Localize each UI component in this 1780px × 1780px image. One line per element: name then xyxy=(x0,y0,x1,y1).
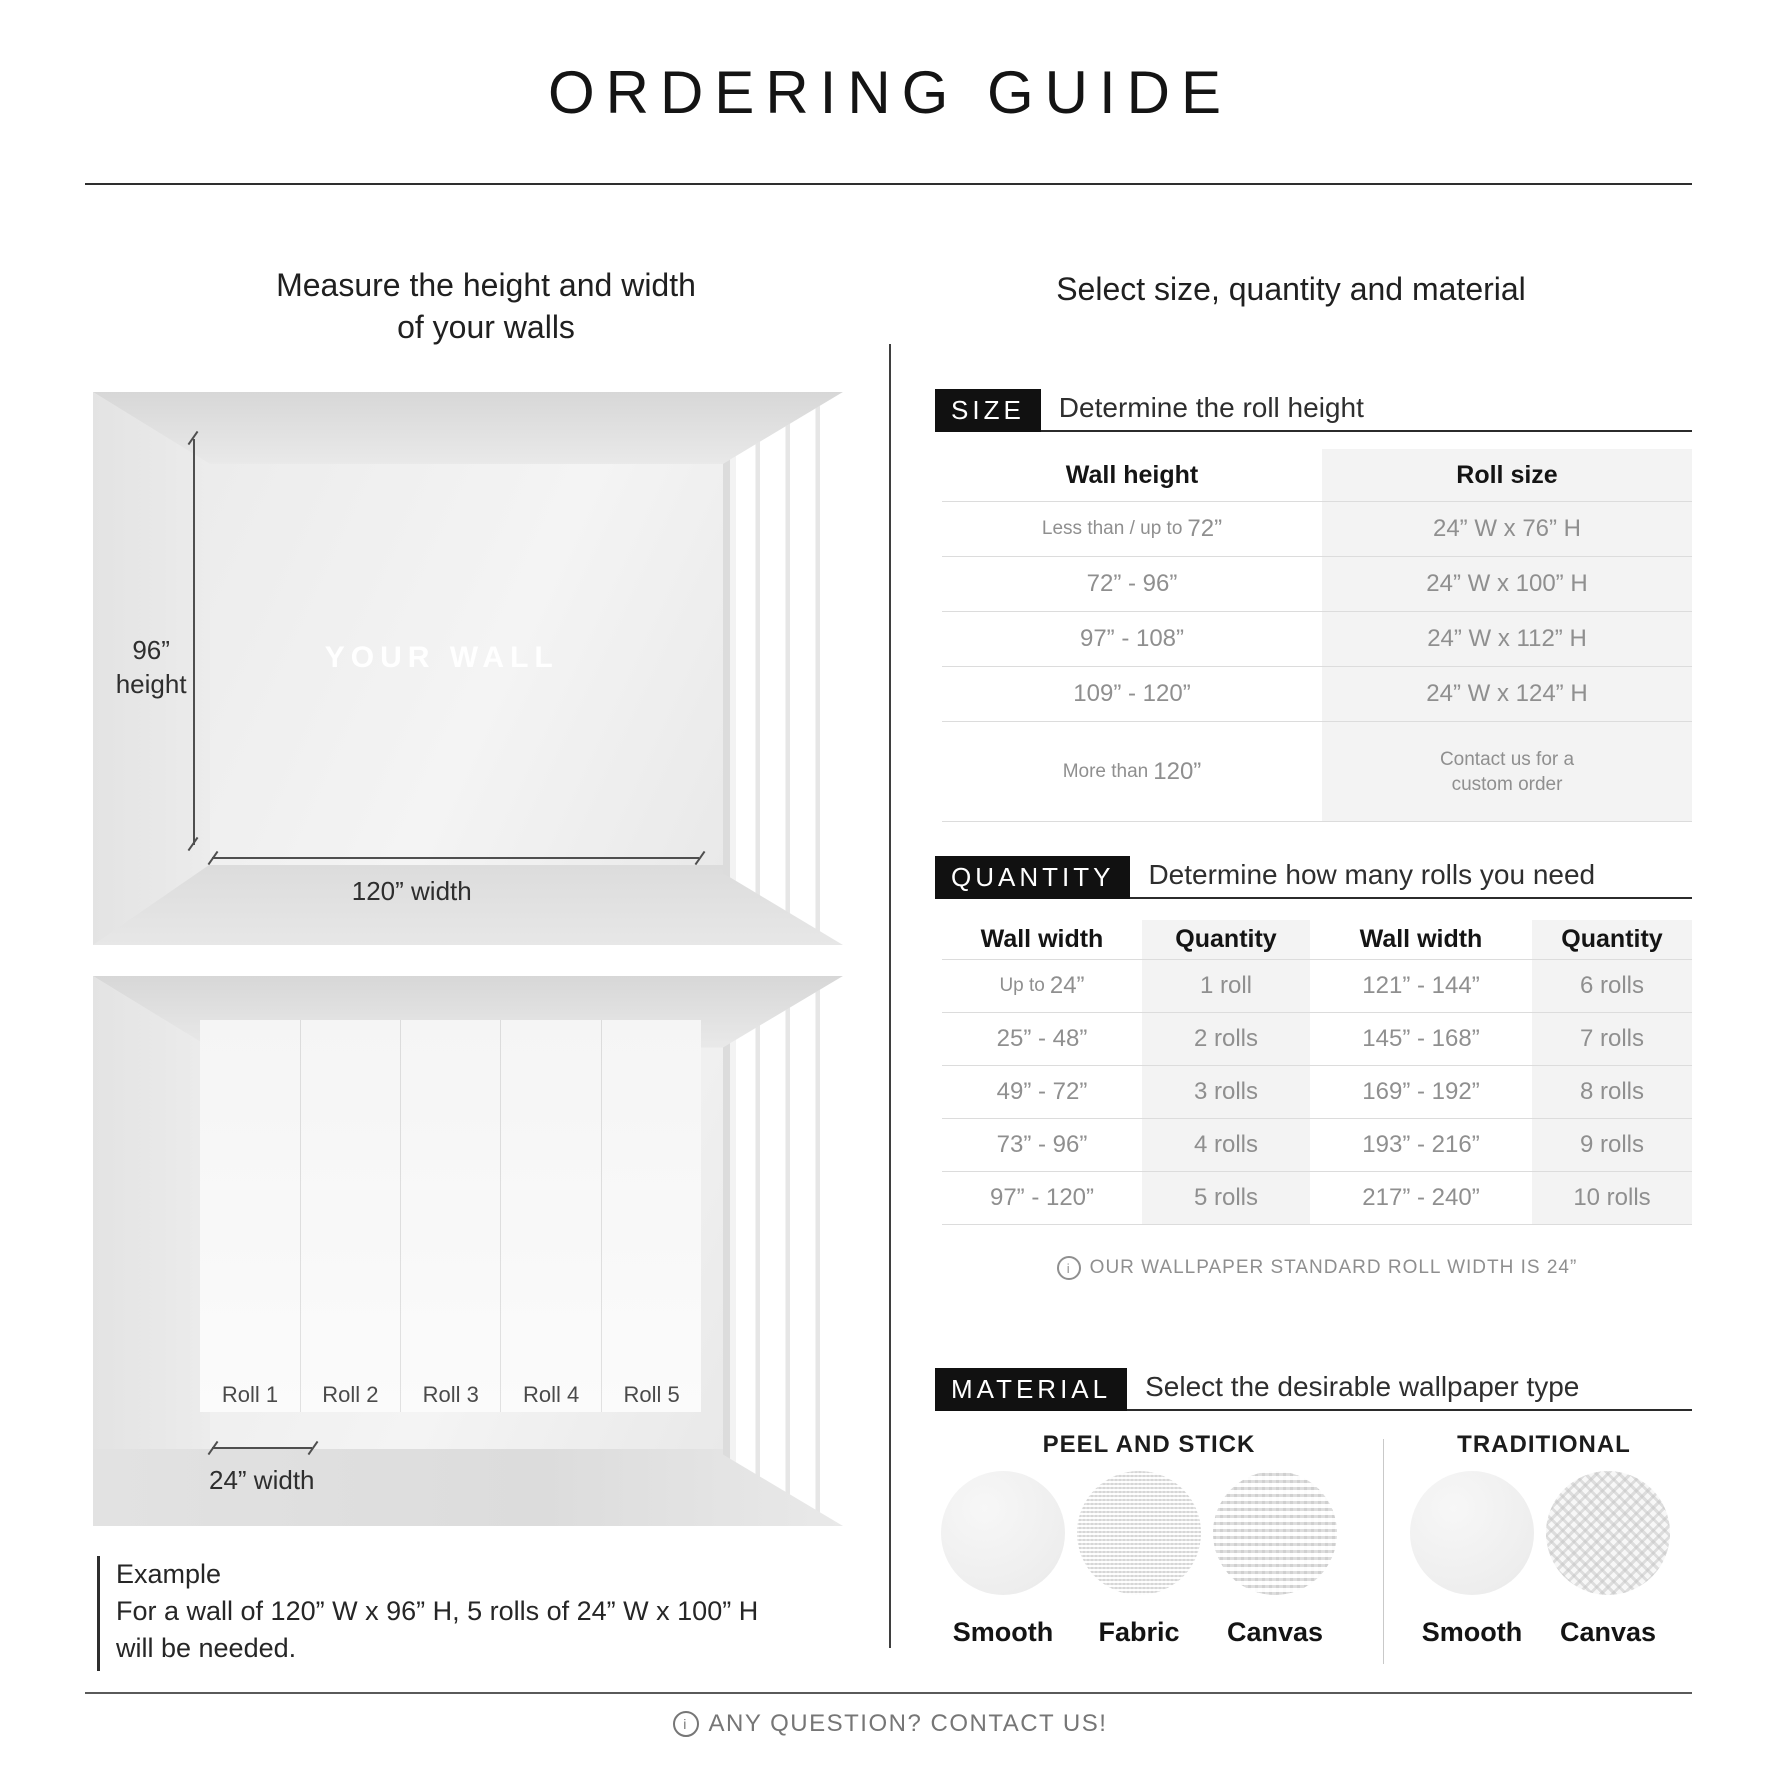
roll-strip xyxy=(401,1020,501,1412)
column-header-quantity: Quantity xyxy=(1532,920,1692,959)
size-section xyxy=(935,389,1692,822)
footer xyxy=(0,1710,1780,1738)
table-cell-wall-width: 193” - 216” xyxy=(1310,1118,1532,1171)
room-window xyxy=(723,392,843,945)
table-cell-wall-width: 121” - 144” xyxy=(1310,959,1532,1012)
rolls-layout-image xyxy=(93,976,843,1526)
quantity-section xyxy=(935,856,1692,1280)
info-icon: i xyxy=(1057,1256,1081,1280)
roll-label: Roll 5 xyxy=(623,1382,680,1408)
roll-strip xyxy=(301,1020,401,1412)
table-cell-wall-height: 97” - 108” xyxy=(942,611,1322,666)
example-title: Example xyxy=(116,1559,222,1589)
column-header-wall-height: Wall height xyxy=(1065,460,1199,489)
swatch-label: Canvas xyxy=(1559,1617,1657,1647)
roll-label: Roll 3 xyxy=(422,1382,479,1408)
table-cell-wall-width: Up to 24” xyxy=(942,959,1142,1012)
table-cell-wall-width: 49” - 72” xyxy=(942,1065,1142,1118)
table-cell-quantity: 3 rolls xyxy=(1142,1065,1310,1118)
material-group-divider xyxy=(1383,1439,1384,1664)
roll-strip xyxy=(200,1020,300,1412)
room-left-wall xyxy=(93,976,210,1526)
swatch-label: Canvas xyxy=(1226,1617,1324,1647)
table-cell-quantity: 7 rolls xyxy=(1532,1012,1692,1065)
table-cell-roll-size: 24” W x 124” H xyxy=(1322,666,1692,721)
page-title: ORDERING GUIDE xyxy=(547,59,1233,126)
roll-strip xyxy=(501,1020,601,1412)
swatch-label: Smooth xyxy=(1421,1617,1523,1647)
material-section xyxy=(935,1368,1692,1664)
table-cell-wall-width: 73” - 96” xyxy=(942,1118,1142,1171)
size-section-header xyxy=(935,389,1692,432)
table-cell-roll-size: 24” W x 112” H xyxy=(1322,611,1692,666)
column-header-roll-size: Roll size xyxy=(1322,449,1692,501)
example-line2: will be needed. xyxy=(116,1633,297,1663)
peel-and-stick-swatches xyxy=(941,1471,1357,1648)
table-cell-quantity: 10 rolls xyxy=(1532,1171,1692,1224)
table-cell-wall-width: 25” - 48” xyxy=(942,1012,1142,1065)
table-cell-quantity: 5 rolls xyxy=(1142,1171,1310,1224)
table-cell-wall-height: 72” - 96” xyxy=(942,556,1322,611)
smooth-texture-icon xyxy=(941,1471,1065,1595)
table-cell-wall-height: Less than / up to 72” xyxy=(942,501,1322,556)
right-column-heading: Select size, quantity and material xyxy=(1056,271,1526,307)
peel-and-stick-group xyxy=(941,1431,1357,1648)
table-cell-quantity: 9 rolls xyxy=(1532,1118,1692,1171)
traditional-title: TRADITIONAL xyxy=(1457,1431,1631,1458)
table-cell-custom-order: Contact us for a custom order xyxy=(1322,721,1692,821)
your-wall-text: YOUR WALL xyxy=(324,640,559,674)
footer-text: ANY QUESTION? CONTACT US! xyxy=(708,1710,1108,1737)
wall-height-label xyxy=(104,633,198,701)
traditional-swatches xyxy=(1410,1471,1678,1648)
wallpaper-roll-strips xyxy=(200,1020,701,1412)
fabric-texture-icon xyxy=(1077,1471,1201,1595)
swatch-fabric xyxy=(1077,1471,1201,1648)
swatch-label: Fabric xyxy=(1098,1617,1180,1647)
peel-and-stick-title: PEEL AND STICK xyxy=(1042,1431,1256,1458)
table-cell-quantity: 2 rolls xyxy=(1142,1012,1310,1065)
info-icon: i xyxy=(673,1711,699,1737)
material-badge: MATERIAL xyxy=(935,1368,1127,1411)
material-section-header xyxy=(935,1368,1692,1411)
table-cell-quantity: 8 rolls xyxy=(1532,1065,1692,1118)
canvas-texture-icon xyxy=(1546,1471,1670,1595)
swatch-smooth xyxy=(1410,1471,1534,1648)
table-cell-quantity: 4 rolls xyxy=(1142,1118,1310,1171)
roll-strip xyxy=(602,1020,701,1412)
column-divider-line xyxy=(889,344,891,1648)
swatch-canvas xyxy=(1546,1471,1670,1648)
room-window xyxy=(723,976,843,1526)
roll-label: Roll 4 xyxy=(523,1382,580,1408)
roll-width-measure-line xyxy=(212,1447,313,1449)
quantity-section-header xyxy=(935,856,1692,899)
smooth-texture-icon xyxy=(1410,1471,1534,1595)
roll-height-table xyxy=(942,449,1692,822)
swatch-label: Smooth xyxy=(952,1617,1054,1647)
wall-width-label: 120” width xyxy=(351,876,472,907)
wall-height-value: 96” xyxy=(132,634,170,665)
wall-measurement-image xyxy=(93,392,843,945)
swatch-canvas xyxy=(1213,1471,1337,1648)
column-header-wall-width: Wall width xyxy=(980,925,1104,953)
table-cell-wall-width: 97” - 120” xyxy=(942,1171,1142,1224)
column-header-quantity: Quantity xyxy=(1142,920,1310,959)
room-ceiling xyxy=(93,392,843,464)
footer-divider-line xyxy=(85,1692,1692,1694)
swatch-smooth xyxy=(941,1471,1065,1648)
wall-height-word: height xyxy=(115,668,187,699)
material-groups xyxy=(941,1431,1692,1664)
quantity-section-title: Determine how many rolls you need xyxy=(1130,856,1692,899)
width-measure-line xyxy=(212,857,700,859)
roll-width-note xyxy=(942,1256,1692,1280)
roll-width-note-text: OUR WALLPAPER STANDARD ROLL WIDTH IS 24” xyxy=(1089,1257,1578,1278)
material-section-title: Select the desirable wallpaper type xyxy=(1127,1368,1692,1411)
example-note xyxy=(97,1556,796,1671)
example-line1: For a wall of 120” W x 96” H, 5 rolls of 24” W x 100” H xyxy=(116,1596,759,1626)
table-cell-wall-height: More than 120” xyxy=(942,721,1322,821)
table-cell-quantity: 6 rolls xyxy=(1532,959,1692,1012)
table-cell-quantity: 1 roll xyxy=(1142,959,1310,1012)
table-cell-wall-width: 217” - 240” xyxy=(1310,1171,1532,1224)
roll-width-label: 24” width xyxy=(209,1465,315,1496)
left-heading-line1: Measure the height and width xyxy=(276,267,696,303)
title-divider-line xyxy=(85,183,1692,185)
table-cell-roll-size: 24” W x 76” H xyxy=(1322,501,1692,556)
canvas-texture-icon xyxy=(1213,1471,1337,1595)
traditional-group xyxy=(1410,1431,1678,1648)
size-section-title: Determine the roll height xyxy=(1041,389,1692,432)
table-cell-wall-width: 145” - 168” xyxy=(1310,1012,1532,1065)
quantity-badge: QUANTITY xyxy=(935,856,1130,899)
roll-label: Roll 2 xyxy=(322,1382,379,1408)
table-cell-wall-width: 169” - 192” xyxy=(1310,1065,1532,1118)
table-cell-wall-height: 109” - 120” xyxy=(942,666,1322,721)
left-heading-line2: of your walls xyxy=(397,309,575,345)
size-badge: SIZE xyxy=(935,389,1041,432)
table-cell-roll-size: 24” W x 100” H xyxy=(1322,556,1692,611)
column-header-wall-width: Wall width xyxy=(1359,925,1483,953)
roll-quantity-table xyxy=(942,920,1692,1225)
left-column-heading xyxy=(136,264,836,348)
roll-label: Roll 1 xyxy=(221,1382,279,1408)
